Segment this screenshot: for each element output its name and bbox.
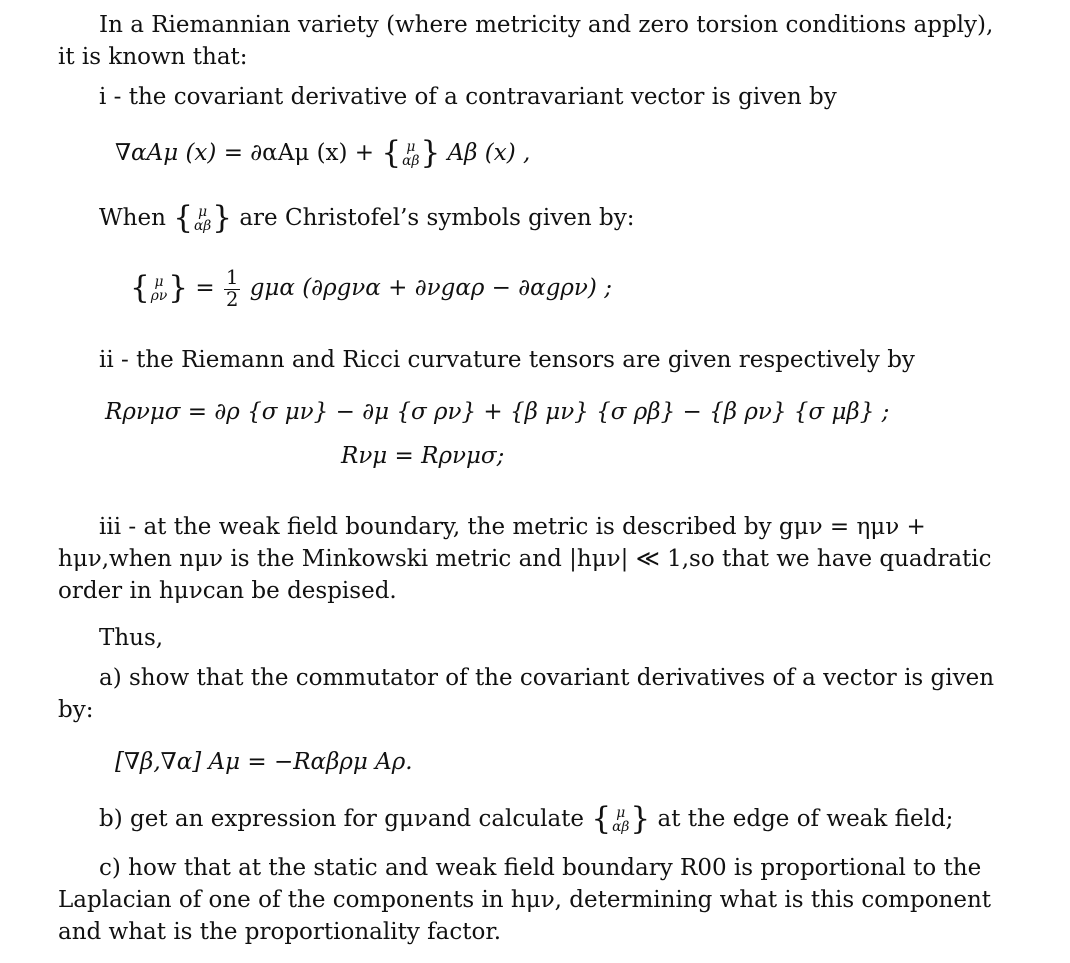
item-iii-line-1: iii - at the weak field boundary, the metric is described by gμν = ημν + — [99, 514, 926, 540]
equation-covariant-derivative — [115, 137, 530, 170]
eq1-mid: = ∂αAμ (x) + — [223, 140, 375, 166]
item-i-text: i - the covariant derivative of a contravariant vector is given by — [99, 84, 837, 110]
part-c-line-1: c) how that at the static and weak field boundary R00 is proportional to the — [99, 855, 982, 881]
thus-text: Thus, — [99, 625, 164, 651]
part-b-christoffel-symbol: { μ αβ } — [591, 801, 651, 838]
eq2-equals: = — [195, 275, 215, 302]
part-b-suffix: at the edge of weak field; — [657, 806, 954, 832]
eq1-tail: Aβ (x) , — [447, 140, 531, 166]
eq2-frac-numerator: 1 — [225, 266, 239, 289]
equation-ricci-tensor: Rνμ = Rρνμσ; — [341, 443, 505, 469]
part-c-line-3: and what is the proportionality factor. — [58, 919, 502, 945]
eq2-brace-bottom: ρν — [150, 288, 168, 304]
eq2-christoffel-symbol: { μ ρν } — [130, 270, 189, 307]
item-ii-text: ii - the Riemann and Ricci curvature tensors are given respectively by — [99, 347, 915, 373]
part-b-brace-bottom: αβ — [612, 818, 630, 835]
eq1-christoffel-symbol: { μ αβ } — [381, 135, 441, 172]
eq2-rhs: gμα (∂ρgνα + ∂νgαρ − ∂αgρν) ; — [249, 275, 612, 302]
equation-riemann-tensor: Rρνμσ = ∂ρ {σ μν} − ∂μ {σ ρν} + {β μν} {σ ρβ} − {β ρν} {σ μβ} ; — [105, 399, 890, 425]
part-a-line-2: by: — [58, 697, 94, 723]
when-christoffel-symbol: { μ αβ } — [173, 200, 233, 237]
eq1-brace-top: μ — [406, 138, 416, 155]
part-a-line-1: a) show that the commutator of the covariant derivatives of a vector is given — [99, 665, 995, 691]
intro-line-1: In a Riemannian variety (where metricity and zero torsion conditions apply), — [99, 12, 994, 38]
when-brace-top: μ — [198, 203, 208, 220]
intro-line-2: it is known that: — [58, 44, 248, 70]
part-c-line-2: Laplacian of one of the components in hμν, determining what is this component — [58, 887, 992, 913]
eq1-brace-bottom: αβ — [402, 152, 420, 169]
equation-commutator: [∇β,∇α] Aμ = −Rαβρμ Aρ. — [115, 749, 413, 775]
eq1-lhs: ∇αAμ (x) — [115, 140, 217, 166]
item-iii-line-2: hμν,when nμν is the Minkowski metric and |hμν| ≪ 1,so that we have quadratic — [58, 546, 992, 572]
part-b-brace-top: μ — [616, 804, 626, 821]
part-b-prefix: b) get an expression for gμνand calculate — [99, 806, 585, 832]
eq2-frac-denominator: 2 — [225, 287, 239, 311]
when-christoffel-line — [99, 202, 634, 235]
eq2-brace-top: μ — [154, 273, 164, 290]
eq2-fraction — [224, 268, 240, 310]
when-prefix: When — [99, 205, 166, 231]
part-b-line — [99, 803, 953, 836]
when-suffix: are Christofel’s symbols given by: — [239, 205, 635, 231]
equation-christoffel-definition — [130, 268, 612, 310]
when-brace-bottom: αβ — [193, 217, 212, 234]
item-iii-line-3: order in hμνcan be despised. — [58, 578, 397, 604]
